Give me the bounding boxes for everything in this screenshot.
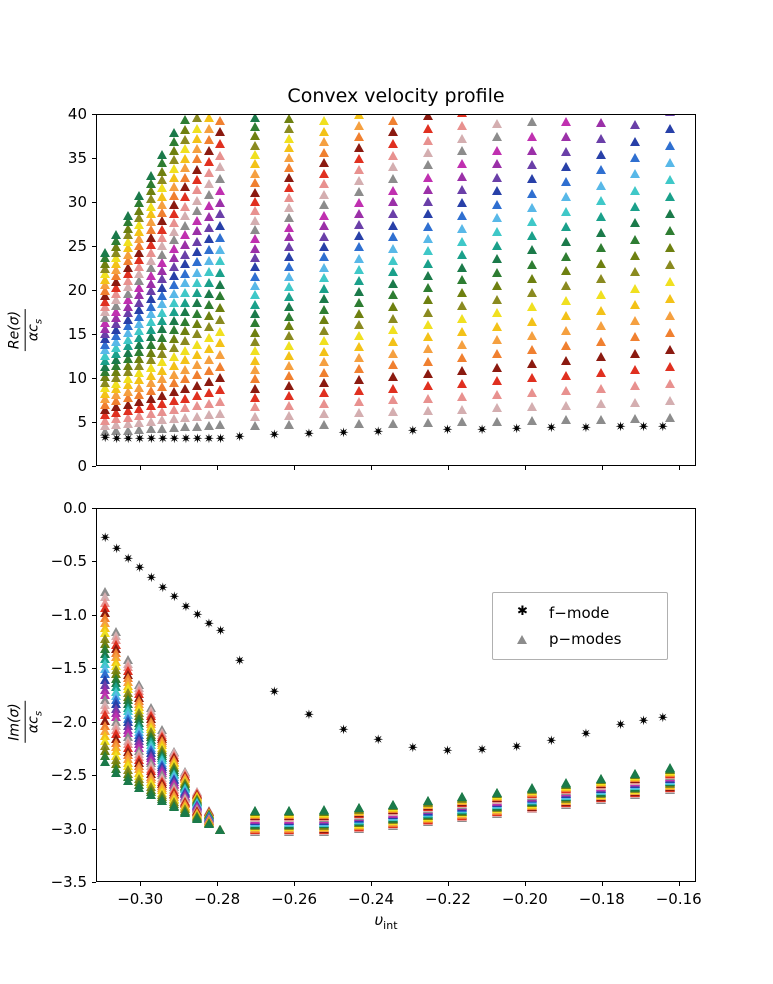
x-tick-mark [217, 466, 218, 470]
x-tick-label: −0.18 [578, 890, 625, 908]
y-tick-mark [92, 561, 96, 562]
y-tick-mark [92, 158, 96, 159]
y-axis-label-real [8, 309, 45, 351]
y-tick-mark [92, 334, 96, 335]
y-tick-mark [92, 202, 96, 203]
y-axis-label-real-denominator: $\alpha c_s$ [25, 318, 45, 342]
legend-label-f-mode: f−mode [549, 604, 610, 622]
y-tick-mark [92, 829, 96, 830]
x-tick-label: −0.24 [348, 890, 394, 908]
y-tick-label: −1.5 [50, 659, 87, 678]
y-tick-label: −1.0 [50, 605, 87, 624]
x-tick-label: −0.20 [501, 890, 548, 908]
y-tick-label: 35 [67, 149, 87, 167]
x-tick-mark [525, 466, 526, 470]
y-tick-mark [92, 775, 96, 776]
x-tick-mark [679, 882, 680, 886]
x-tick-mark [140, 466, 141, 470]
y-tick-label: 20 [67, 281, 87, 299]
x-tick-label: −0.22 [424, 890, 471, 908]
y-axis-label-imag-numerator: Im(σ) [8, 701, 26, 743]
x-tick-mark [371, 466, 372, 470]
y-tick-mark [92, 508, 96, 509]
x-tick-mark [140, 882, 141, 886]
page-title: Convex velocity profile [287, 85, 505, 107]
y-tick-mark [92, 422, 96, 423]
x-tick-mark [525, 882, 526, 886]
y-axis-label-imaginary [8, 701, 45, 743]
triangle-icon [503, 631, 545, 647]
legend-item-f-mode [503, 600, 657, 626]
y-tick-label: −2.5 [50, 766, 87, 785]
y-axis-label-real-numerator: Re(σ) [8, 309, 26, 351]
x-tick-mark [294, 466, 295, 470]
y-tick-label: 0.0 [63, 499, 87, 517]
x-tick-mark [679, 466, 680, 470]
y-tick-mark [92, 114, 96, 115]
y-tick-label: −0.5 [50, 552, 87, 571]
y-tick-mark [92, 615, 96, 616]
x-tick-mark [294, 882, 295, 886]
y-tick-label: −2.0 [50, 712, 87, 731]
x-tick-mark [602, 466, 603, 470]
y-tick-mark [92, 378, 96, 379]
legend-label-p-modes: p−modes [549, 630, 622, 648]
y-tick-label: −3.0 [50, 819, 87, 838]
y-axis-label-imag-denominator: $\alpha c_s$ [25, 710, 45, 734]
y-tick-mark [92, 466, 96, 467]
legend-item-p-modes [503, 626, 657, 652]
y-tick-mark [92, 246, 96, 247]
y-tick-label: 10 [67, 369, 87, 387]
y-tick-mark [92, 668, 96, 669]
x-tick-label: −0.26 [271, 890, 318, 908]
x-tick-label: −0.30 [117, 890, 164, 908]
legend [492, 592, 668, 660]
x-tick-mark [448, 466, 449, 470]
panel-real-part [67, 85, 696, 475]
x-tick-mark [217, 882, 218, 886]
x-axis-label: $\upsilon_{int}$ [374, 911, 398, 932]
x-tick-mark [448, 882, 449, 886]
y-tick-label: 40 [67, 105, 87, 123]
x-tick-mark [602, 882, 603, 886]
x-tick-label: −0.16 [655, 890, 702, 908]
y-tick-label: 5 [77, 413, 87, 431]
y-tick-label: −3.5 [50, 873, 87, 891]
y-tick-label: 15 [67, 325, 87, 343]
y-tick-label: 0 [77, 457, 87, 475]
y-tick-mark [92, 290, 96, 291]
y-tick-mark [92, 722, 96, 723]
x-tick-mark [371, 882, 372, 886]
axes-frame-real: ✷ ✷ ✷ ✷ ✷ ✷ ✷ ✷ ✷ ✷ ✷ ✷ ✷ ✷ ✷ ✷ ✷ ✷ ✷ ✷ ✷ ✷ ✷ ✷ ✷ [96, 114, 696, 466]
axes-frame-imaginary: ✷ ✷ ✷ ✷ ✷ ✷ ✷ ✷ ✷ ✷ ✷ ✷ ✷ ✷ ✷ ✷ ✷ ✷ ✷ ✷ ✷ ✷ ✷ ✷ ✷ [96, 508, 696, 882]
star-icon: ✱ [517, 604, 528, 619]
y-tick-label: 30 [67, 193, 87, 211]
y-tick-label: 25 [67, 237, 87, 255]
panel-imaginary-part [50, 499, 702, 908]
x-tick-label: −0.28 [194, 890, 241, 908]
y-tick-mark [92, 882, 96, 883]
